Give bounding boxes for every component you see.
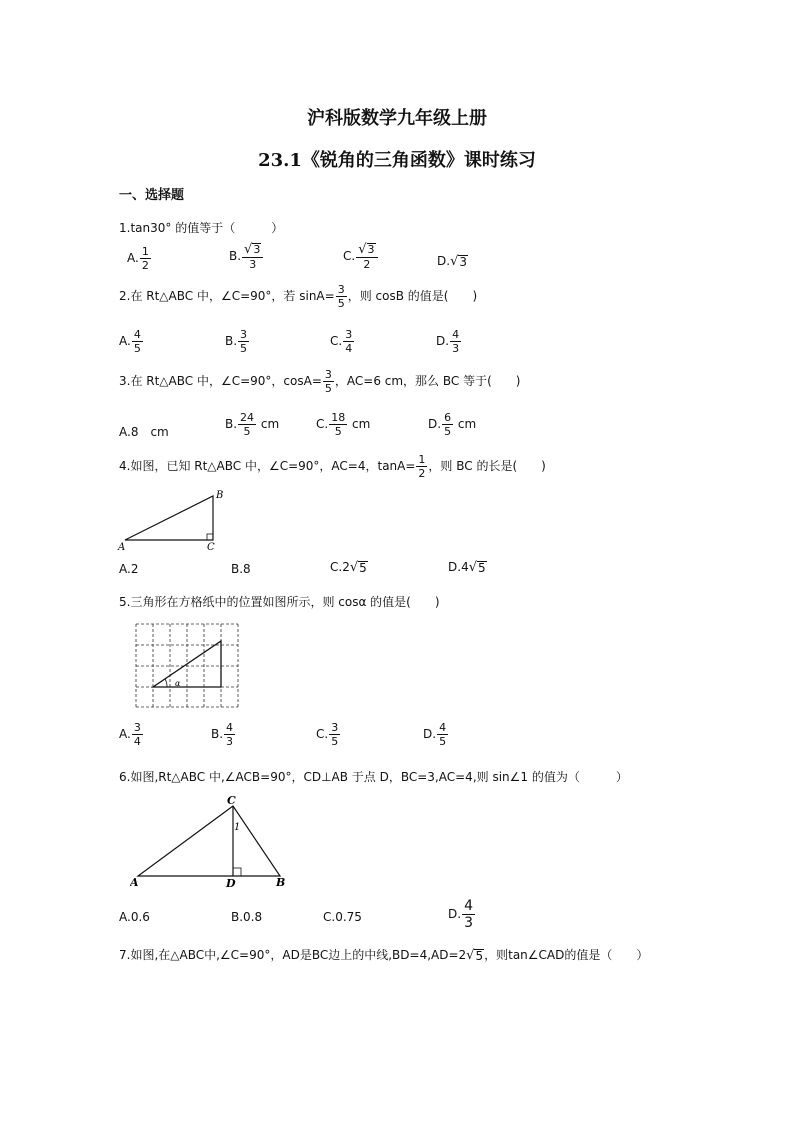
option-label: D. (428, 417, 442, 431)
numerator: 3 (324, 368, 332, 381)
q2-option-b (225, 329, 250, 354)
denominator: 3 (226, 735, 234, 748)
q3-option-b (225, 412, 279, 437)
q4-triangle-figure (115, 486, 230, 554)
numerator: 3 (133, 721, 141, 734)
sqrt-symbol: √ 3 (358, 242, 375, 257)
question-text: ，则tan∠CAD的值是（ ） (484, 948, 649, 962)
q1-option-c (343, 243, 379, 270)
numerator: 3 (337, 283, 345, 296)
option-label: A. (119, 727, 131, 741)
radicand: 5 (475, 949, 484, 963)
numerator: 3 (345, 328, 353, 341)
unit: cm (457, 417, 477, 431)
denominator: 3 (249, 258, 257, 271)
denominator: 5 (331, 735, 339, 748)
q6-option-d (448, 899, 476, 930)
option-label: D. (436, 334, 450, 348)
option-label: D. (448, 907, 462, 921)
coefficient: 2 (342, 560, 350, 574)
radicand: 5 (478, 561, 486, 575)
denominator: 3 (452, 342, 460, 355)
denominator: 5 (324, 382, 332, 395)
right-angle-mark (207, 534, 213, 540)
q1-option-d (437, 254, 468, 269)
question-3 (119, 369, 520, 394)
right-angle-mark (233, 868, 241, 876)
denominator: 5 (243, 425, 251, 438)
question-text: ，AC=6 cm，那么 BC 等于( ) (334, 374, 521, 388)
denominator: 3 (464, 915, 473, 931)
denominator: 5 (439, 735, 447, 748)
denominator: 5 (240, 342, 248, 355)
q4-option-a: A.2 (119, 562, 139, 576)
vertex-label-b: B (216, 490, 224, 501)
vertex-label-d: D (226, 877, 236, 890)
q1-option-a (127, 246, 152, 271)
denominator: 5 (444, 425, 452, 438)
q3-option-d (428, 412, 476, 437)
q5-option-a (119, 722, 144, 747)
option-label: C. (343, 249, 356, 263)
vertex-label-a: A (130, 876, 139, 889)
numerator: 4 (452, 328, 460, 341)
question-7 (119, 946, 648, 963)
unit: cm (260, 417, 280, 431)
option-label: D. (448, 560, 462, 574)
radicand: 3 (253, 243, 261, 256)
radicand: 3 (459, 255, 467, 269)
q6-triangle-figure (130, 792, 290, 890)
numerator: 3 (240, 328, 248, 341)
sqrt-symbol: √ 5 (349, 560, 367, 575)
triangle-abc (138, 806, 280, 876)
q5-option-d (423, 722, 449, 747)
option-label: A. (119, 334, 131, 348)
q6-option-c: C.0.75 (323, 910, 362, 924)
option-label: A. (127, 251, 139, 265)
q3-option-c (316, 412, 370, 437)
numerator: 6 (444, 411, 452, 424)
radicand: 3 (367, 243, 375, 256)
q5-option-b (211, 722, 236, 747)
option-label: D. (437, 254, 451, 268)
vertex-label-c: C (207, 542, 215, 553)
question-1: 1.tan30° 的值等于（ ） (119, 221, 284, 235)
numerator: 4 (133, 328, 141, 341)
option-label: B. (211, 727, 224, 741)
question-text: 3.在 Rt△ABC 中，∠C=90°，cosA= (119, 374, 322, 388)
denominator: 2 (141, 259, 149, 272)
question-4 (119, 454, 546, 479)
question-5: 5.三角形在方格纸中的位置如图所示，则 cosα 的值是( ) (119, 595, 440, 609)
option-label: C. (330, 560, 343, 574)
option-label: C. (316, 417, 329, 431)
q5-grid-figure (134, 622, 242, 710)
sqrt-symbol: √ 5 (468, 560, 486, 575)
question-text: ，则 BC 的长是( ) (428, 459, 546, 473)
denominator: 5 (133, 342, 141, 355)
q4-option-d (448, 560, 487, 575)
angle-label-1: 1 (234, 822, 241, 833)
option-label: B. (229, 249, 242, 263)
numerator: 18 (331, 411, 346, 424)
q2-option-a (119, 329, 144, 354)
coefficient: 4 (461, 560, 469, 574)
question-2 (119, 284, 477, 309)
unit: cm (352, 417, 371, 431)
angle-arc (165, 679, 167, 687)
q2-option-c (330, 329, 355, 354)
option-label: B. (225, 417, 238, 431)
section-heading: 一、选择题 (119, 188, 185, 203)
denominator: 2 (363, 258, 371, 271)
q6-option-b: B.0.8 (231, 910, 263, 924)
numerator: 1 (418, 453, 426, 466)
numerator: 4 (439, 721, 447, 734)
page-title: 沪科版数学九年级上册 (307, 108, 487, 129)
denominator: 4 (133, 735, 141, 748)
grid-lines (136, 624, 238, 707)
sqrt-symbol: √ 5 (466, 948, 484, 963)
denominator: 5 (334, 425, 342, 438)
denominator: 2 (418, 467, 426, 480)
sqrt-symbol: √ 3 (244, 242, 261, 257)
sqrt-symbol: √ 3 (450, 254, 467, 269)
vertex-label-c: C (227, 794, 236, 807)
numerator: 1 (141, 245, 149, 258)
q4-option-c (330, 560, 368, 575)
option-label: C. (330, 334, 343, 348)
q4-option-b: B.8 (231, 562, 251, 576)
vertex-label-b: B (276, 876, 286, 889)
option-label: D. (423, 727, 437, 741)
numerator: 3 (331, 721, 339, 734)
question-6: 6.如图,Rt△ABC 中,∠ACB=90°，CD⊥AB 于点 D，BC=3,AC=4,则 sin∠1 的值为（ ） (119, 770, 628, 784)
denominator: 4 (345, 342, 353, 355)
triangle-abc (125, 496, 213, 540)
denominator: 5 (337, 297, 345, 310)
question-text: 2.在 Rt△ABC 中，∠C=90°，若 sinA= (119, 289, 335, 303)
q5-option-c (316, 722, 341, 747)
question-text: ，则 cosB 的值是( ) (347, 289, 478, 303)
alpha-label: α (175, 679, 181, 688)
vertex-label-a: A (118, 542, 126, 553)
radicand: 5 (359, 561, 367, 575)
numerator: 24 (240, 411, 255, 424)
option-label: B. (225, 334, 238, 348)
q6-option-a: A.0.6 (119, 910, 150, 924)
question-text: 7.如图,在△ABC中,∠C=90°，AD是BC边上的中线,BD=4,AD=2 (119, 948, 467, 962)
question-text: 4.如图，已知 Rt△ABC 中，∠C=90°，AC=4，tanA= (119, 459, 416, 473)
page-subtitle: 23.1《锐角的三角函数》课时练习 (258, 150, 536, 171)
q2-option-d (436, 329, 462, 354)
numerator: 4 (226, 721, 234, 734)
q1-option-b (229, 243, 264, 270)
option-label: C. (316, 727, 329, 741)
numerator: 4 (464, 898, 473, 914)
q3-option-a: A.8 cm (119, 425, 169, 439)
